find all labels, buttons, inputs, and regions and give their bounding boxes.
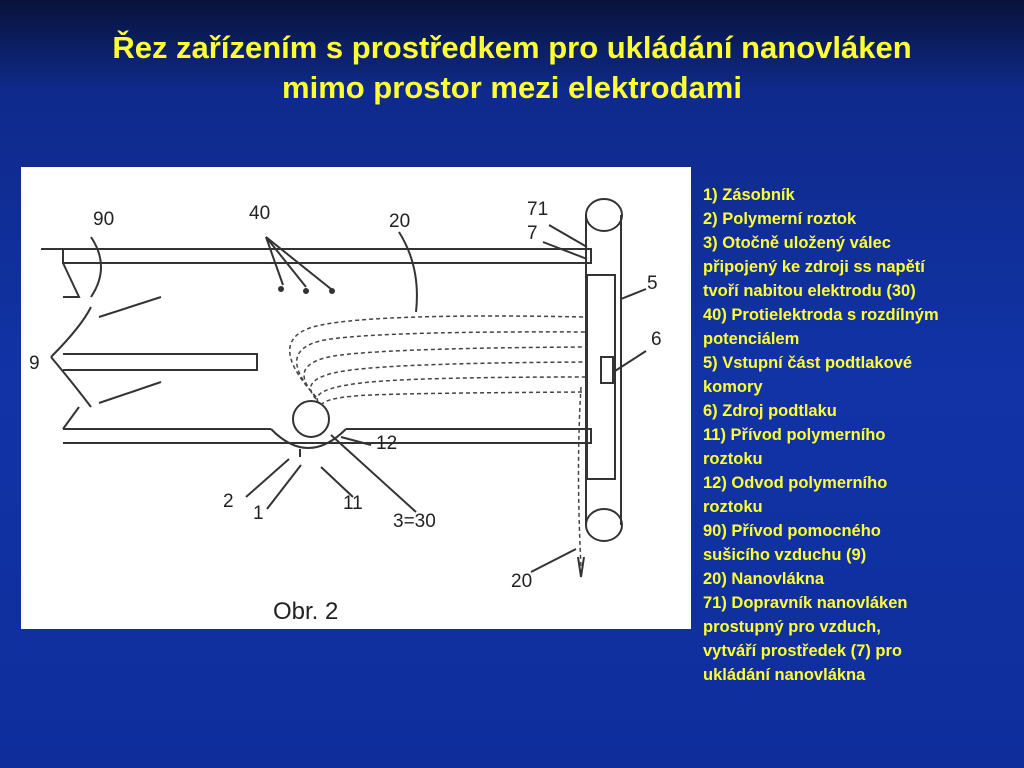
legend-line: ukládání nanovlákna xyxy=(703,666,866,684)
label-20-top: 20 xyxy=(389,211,411,232)
middle-nozzle xyxy=(63,354,257,370)
legend-line: 2) Polymerní roztok xyxy=(703,210,857,228)
legend-line: 90) Přívod pomocného xyxy=(703,522,881,540)
legend-line: 11) Přívod polymerního xyxy=(703,426,886,444)
figure-caption: Obr. 2 xyxy=(273,598,339,625)
label-3-30: 3=30 xyxy=(393,511,436,532)
legend-line: 71) Dopravník nanovláken xyxy=(703,594,908,612)
label-20-bottom: 20 xyxy=(511,571,533,592)
legend-line: roztoku xyxy=(703,450,763,468)
legend-line: 20) Nanovlákna xyxy=(703,570,825,588)
legend-line: 3) Otočně uložený válec xyxy=(703,234,891,252)
legend-line: připojený ke zdroji ss napětí xyxy=(703,258,925,276)
legend-line: 5) Vstupní část podtlakové xyxy=(703,354,913,372)
legend-line: sušicího vzduchu (9) xyxy=(703,546,867,564)
device-drawing xyxy=(21,167,691,629)
legend-line: 12) Odvod polymerního xyxy=(703,474,888,492)
legend-line: prostupný pro vzduch, xyxy=(703,618,881,636)
funnel-lower xyxy=(63,407,79,429)
upper-wall xyxy=(41,249,591,263)
legend-line: tvoří nabitou elektrodu (30) xyxy=(703,282,916,300)
funnel-upper xyxy=(63,263,79,297)
label-12: 12 xyxy=(376,433,398,454)
legend-line: 1) Zásobník xyxy=(703,186,795,204)
upper-roller xyxy=(586,199,622,231)
legend-line: potenciálem xyxy=(703,330,800,348)
label-11: 11 xyxy=(343,493,363,514)
title-line-2: mimo prostor mezi elektrodami xyxy=(282,70,742,105)
label-40: 40 xyxy=(249,203,271,224)
label-9: 9 xyxy=(29,353,40,374)
legend-line: roztoku xyxy=(703,498,763,516)
slide-title xyxy=(0,28,1024,108)
label-6: 6 xyxy=(651,329,662,350)
legend-line: vytváří prostředek (7) pro xyxy=(703,642,902,660)
label-7: 7 xyxy=(527,223,538,244)
label-2: 2 xyxy=(223,491,234,512)
legend-line: 6) Zdroj podtlaku xyxy=(703,402,837,420)
label-90: 90 xyxy=(93,209,115,230)
legend-line: 40) Protielektroda s rozdílným xyxy=(703,306,939,324)
title-line-1: Řez zařízením s prostředkem pro ukládání nanovláken xyxy=(112,30,912,65)
vacuum-source xyxy=(601,357,613,383)
lower-roller xyxy=(586,509,622,541)
label-71: 71 xyxy=(527,199,549,220)
device-cross-section-figure xyxy=(21,167,691,629)
legend-line: komory xyxy=(703,378,763,396)
lower-wall-right xyxy=(63,429,591,443)
label-5: 5 xyxy=(647,273,658,294)
legend-list xyxy=(703,183,1008,687)
label-1: 1 xyxy=(253,503,264,524)
rotating-cylinder xyxy=(293,401,329,437)
